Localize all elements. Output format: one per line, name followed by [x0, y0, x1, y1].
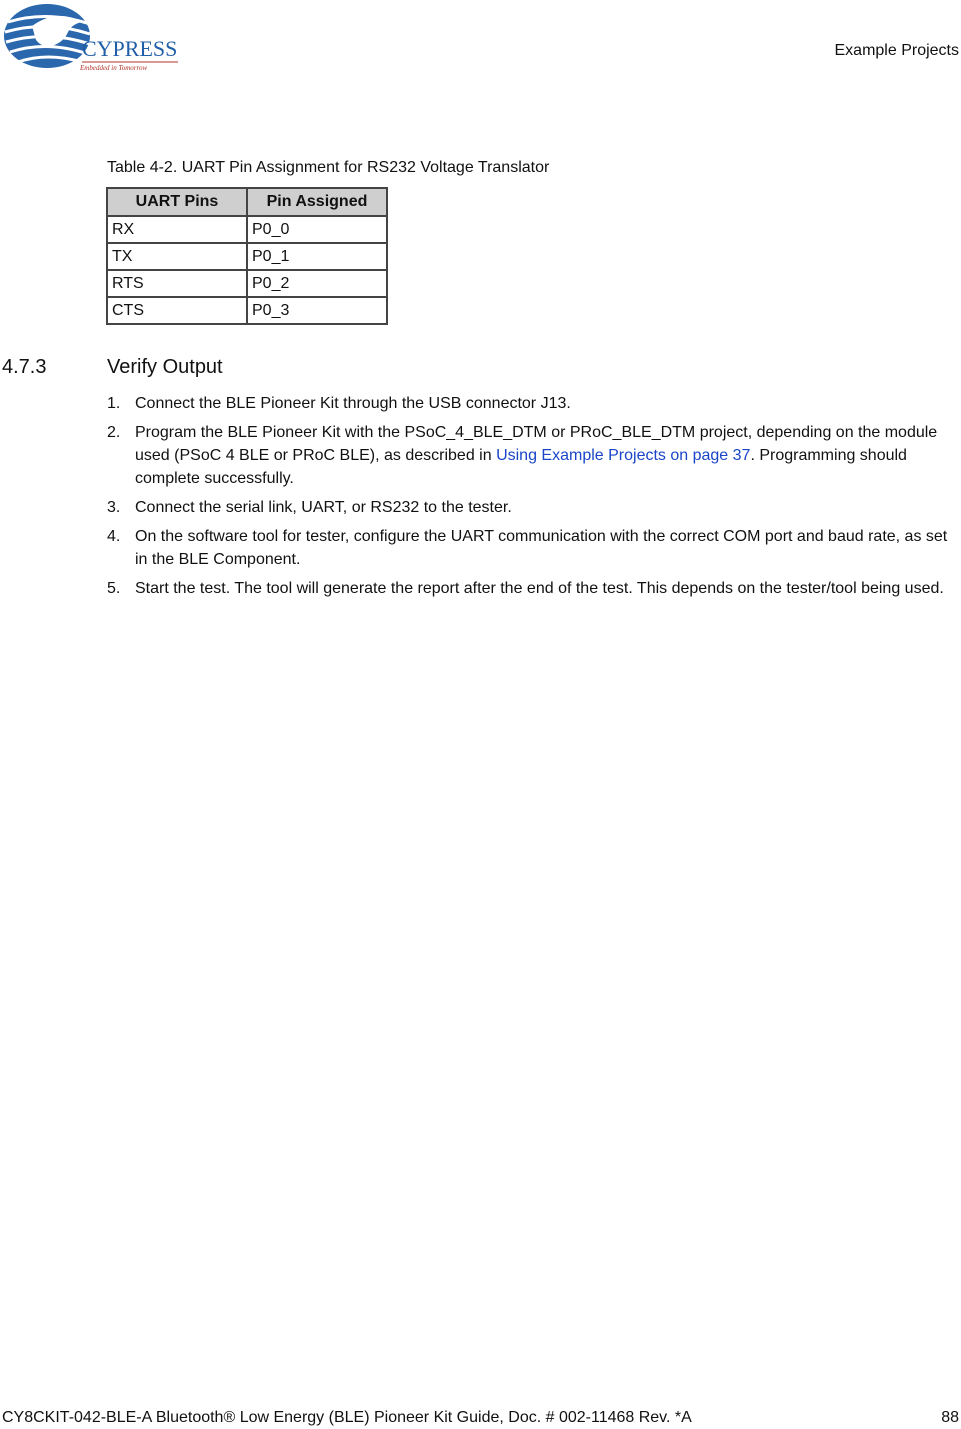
step-number: 3.: [107, 499, 121, 516]
table-cell: RTS: [107, 270, 247, 297]
list-item: [107, 525, 959, 571]
section-number: 4.7.3: [2, 356, 47, 378]
list-item: [107, 577, 959, 600]
list-item: [107, 392, 959, 415]
uart-pin-table: [106, 187, 388, 325]
table-row: [107, 216, 387, 243]
list-item: [107, 496, 959, 519]
step-text: Connect the serial link, UART, or RS232 to the tester.: [135, 499, 512, 516]
table-row: [107, 243, 387, 270]
table-header-row: [107, 188, 387, 216]
table-cell: RX: [107, 216, 247, 243]
footer-doc-title: CY8CKIT-042-BLE-A Bluetooth® Low Energy (BLE) Pioneer Kit Guide, Doc. # 002-11468 Rev. *A: [2, 1409, 692, 1426]
step-number: 2.: [107, 424, 121, 441]
table-cell: CTS: [107, 297, 247, 324]
logo-tagline: Embedded in Tomorrow: [80, 64, 148, 72]
table-row: [107, 297, 387, 324]
step-text: Connect the BLE Pioneer Kit through the USB connector J13.: [135, 395, 571, 412]
step-text: On the software tool for tester, configure the UART communication with the correct COM port and baud rate, as set in the BLE Component.: [135, 528, 948, 568]
step-number: 1.: [107, 395, 121, 412]
step-text-before: Program the BLE Pioneer Kit with the PSoC_4_BLE_DTM or PRoC_BLE_DTM project, depending on the module used (PSoC 4 BLE or PRoC BLE), as described in: [135, 424, 938, 464]
cross-reference-link[interactable]: Using Example Projects on page 37: [496, 447, 751, 464]
column-header-uart-pins: UART Pins: [107, 188, 247, 216]
table-cell: P0_3: [247, 297, 387, 324]
table-caption: Table 4-2. UART Pin Assignment for RS232 Voltage Translator: [107, 159, 550, 176]
table-cell: P0_1: [247, 243, 387, 270]
logo-wordmark: CYPRESS: [82, 36, 178, 61]
table-row: [107, 270, 387, 297]
running-header: Example Projects: [834, 42, 959, 59]
step-number: 4.: [107, 528, 121, 545]
step-number: 5.: [107, 580, 121, 597]
table-cell: P0_2: [247, 270, 387, 297]
section-title: Verify Output: [107, 356, 223, 378]
step-text-after: . Programming should complete successfully.: [135, 447, 907, 487]
list-item: [107, 421, 959, 490]
table-cell: P0_0: [247, 216, 387, 243]
step-text: Start the test. The tool will generate the report after the end of the test. This depends on the tester/tool being used.: [135, 580, 944, 597]
footer-page-number: 88: [941, 1409, 959, 1426]
table-cell: TX: [107, 243, 247, 270]
column-header-pin-assigned: Pin Assigned: [247, 188, 387, 216]
steps-list: [107, 392, 959, 606]
